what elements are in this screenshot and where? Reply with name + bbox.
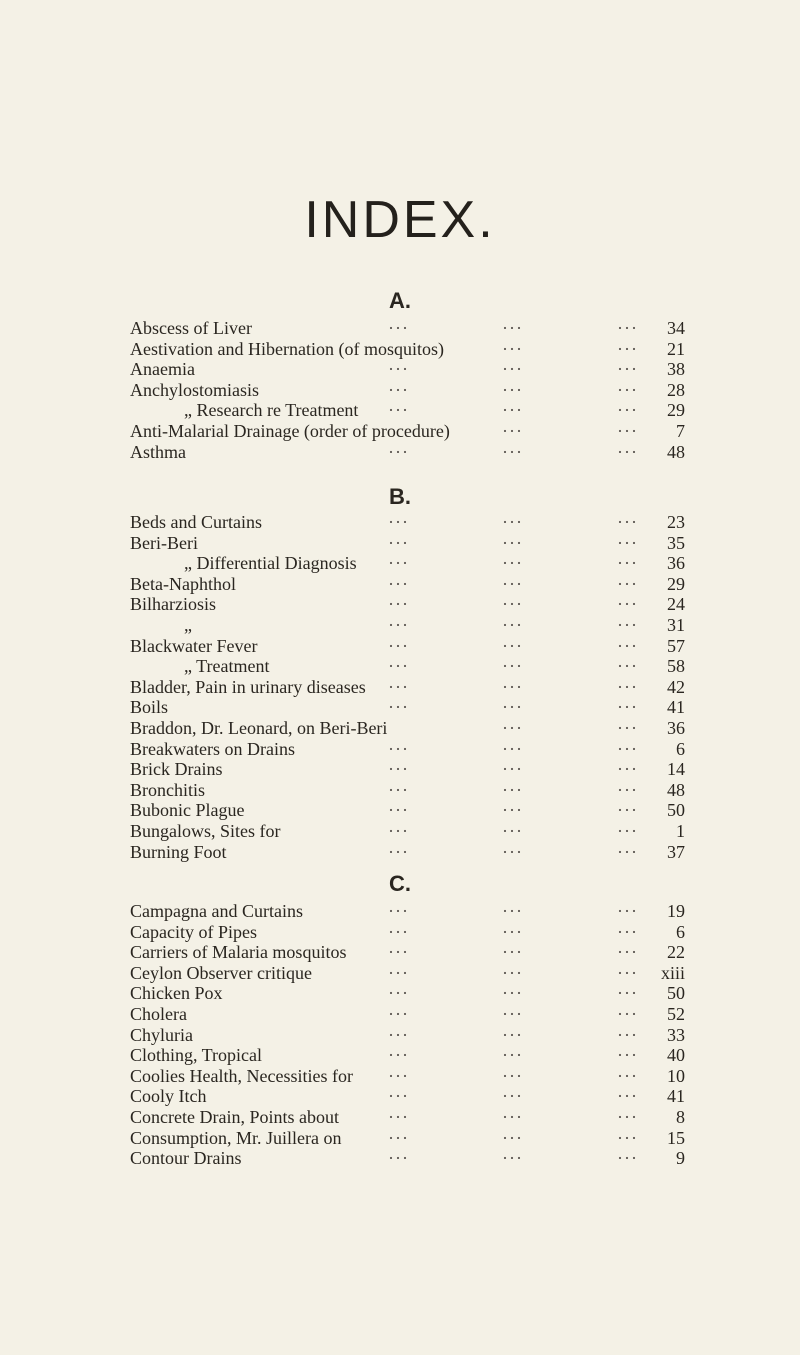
index-entry <box>130 739 685 760</box>
leader-dots: ··· <box>502 759 523 780</box>
entry-label: Campagna and Curtains <box>130 901 303 921</box>
entry-page-number: 10 <box>667 1065 685 1086</box>
entry-label: Consumption, Mr. Juillera on <box>130 1127 342 1148</box>
entry-label: Beri-Beri <box>130 532 198 553</box>
leader-dots: ··· <box>617 1003 638 1024</box>
entry-label: „ <box>184 614 192 635</box>
index-entry <box>130 636 685 657</box>
leader-dots: ··· <box>617 614 638 635</box>
leader-dots: ··· <box>502 512 523 532</box>
leader-dots: ··· <box>502 1045 523 1066</box>
index-entry <box>130 359 685 380</box>
index-entry <box>130 594 685 615</box>
leader-dots: ··· <box>502 697 523 718</box>
index-entry <box>130 442 685 463</box>
index-entry <box>130 922 685 943</box>
leader-dots: ··· <box>388 1045 409 1066</box>
entry-page-number: 35 <box>667 532 685 553</box>
leader-dots: ··· <box>388 553 409 574</box>
leader-dots: ··· <box>502 553 523 574</box>
leader-dots: ··· <box>502 1148 523 1169</box>
leader-dots: ··· <box>617 573 638 594</box>
leader-dots: ··· <box>502 738 523 759</box>
leader-dots: ··· <box>502 441 523 462</box>
leader-dots: ··· <box>617 921 638 942</box>
entry-label: „ Research re Treatment <box>184 400 359 421</box>
entry-label: Bubonic Plague <box>130 800 245 821</box>
leader-dots: ··· <box>617 656 638 677</box>
leader-dots: ··· <box>388 800 409 821</box>
entry-label: Bungalows, Sites for <box>130 820 281 841</box>
leader-dots: ··· <box>388 614 409 635</box>
leader-dots: ··· <box>617 512 638 532</box>
index-entry <box>130 656 685 677</box>
leader-dots: ··· <box>388 759 409 780</box>
entry-page-number: 52 <box>667 1003 685 1024</box>
leader-dots: ··· <box>502 594 523 615</box>
entry-page-number: 48 <box>667 779 685 800</box>
entry-label: Anchylostomiasis <box>130 379 259 400</box>
leader-dots: ··· <box>502 420 523 441</box>
index-entry <box>130 1004 685 1025</box>
leader-dots: ··· <box>388 1127 409 1148</box>
leader-dots: ··· <box>388 921 409 942</box>
index-entry <box>130 718 685 739</box>
entry-page-number: 40 <box>667 1045 685 1066</box>
index-entry <box>130 780 685 801</box>
entry-label: Ceylon Observer critique <box>130 962 312 983</box>
index-entry <box>130 615 685 636</box>
leader-dots: ··· <box>617 1045 638 1066</box>
index-entry <box>130 553 685 574</box>
leader-dots: ··· <box>617 1148 638 1169</box>
entry-page-number: 57 <box>667 635 685 656</box>
entry-page-number: 24 <box>667 594 685 615</box>
leader-dots: ··· <box>617 841 638 862</box>
entry-label: Chyluria <box>130 1024 193 1045</box>
leader-dots: ··· <box>502 901 523 921</box>
leader-dots: ··· <box>617 942 638 963</box>
entry-page-number: 37 <box>667 841 685 862</box>
entry-page-number: 29 <box>667 573 685 594</box>
index-entry <box>130 512 685 533</box>
entry-page-number: 58 <box>667 656 685 677</box>
entry-page-number: 33 <box>667 1024 685 1045</box>
leader-dots: ··· <box>388 841 409 862</box>
entry-page-number: 50 <box>667 800 685 821</box>
leader-dots: ··· <box>502 635 523 656</box>
leader-dots: ··· <box>617 635 638 656</box>
entry-page-number: 23 <box>667 512 685 532</box>
leader-dots: ··· <box>502 656 523 677</box>
leader-dots: ··· <box>502 1106 523 1127</box>
section-heading-b: B. <box>389 484 411 509</box>
entry-page-number: xiii <box>660 962 685 983</box>
entry-label: „ Differential Diagnosis <box>184 553 357 574</box>
entry-page-number: 36 <box>667 717 685 738</box>
leader-dots: ··· <box>617 338 638 359</box>
index-entry <box>130 942 685 963</box>
leader-dots: ··· <box>502 318 523 338</box>
leader-dots: ··· <box>617 697 638 718</box>
entry-label: Abscess of Liver <box>130 318 252 338</box>
index-entry <box>130 759 685 780</box>
leader-dots: ··· <box>617 901 638 921</box>
leader-dots: ··· <box>388 1086 409 1107</box>
index-entry <box>130 677 685 698</box>
leader-dots: ··· <box>388 318 409 338</box>
leader-dots: ··· <box>502 1024 523 1045</box>
entry-page-number: 22 <box>667 942 685 963</box>
entry-label: Anti-Malarial Drainage (order of procedure) <box>130 420 450 441</box>
index-entry <box>130 1148 685 1169</box>
entry-label: Concrete Drain, Points about <box>130 1106 339 1127</box>
entry-page-number: 21 <box>667 338 685 359</box>
leader-dots: ··· <box>617 532 638 553</box>
leader-dots: ··· <box>502 942 523 963</box>
entry-page-number: 34 <box>667 318 685 338</box>
leader-dots: ··· <box>617 318 638 338</box>
index-entry <box>130 842 685 863</box>
leader-dots: ··· <box>388 820 409 841</box>
leader-dots: ··· <box>617 820 638 841</box>
section-b-entries <box>130 512 685 862</box>
entry-label: Beds and Curtains <box>130 512 262 532</box>
leader-dots: ··· <box>388 1003 409 1024</box>
leader-dots: ··· <box>388 738 409 759</box>
leader-dots: ··· <box>388 1106 409 1127</box>
leader-dots: ··· <box>388 676 409 697</box>
entry-page-number: 41 <box>667 697 685 718</box>
entry-page-number: 48 <box>667 441 685 462</box>
leader-dots: ··· <box>388 656 409 677</box>
leader-dots: ··· <box>617 962 638 983</box>
entry-page-number: 38 <box>667 359 685 380</box>
index-entry <box>130 400 685 421</box>
leader-dots: ··· <box>617 1127 638 1148</box>
entry-page-number: 1 <box>676 820 685 841</box>
leader-dots: ··· <box>502 1003 523 1024</box>
index-entry <box>130 901 685 922</box>
leader-dots: ··· <box>388 635 409 656</box>
index-entry <box>130 1107 685 1128</box>
leader-dots: ··· <box>617 1024 638 1045</box>
leader-dots: ··· <box>388 594 409 615</box>
index-entry <box>130 963 685 984</box>
entry-label: Beta-Naphthol <box>130 573 236 594</box>
leader-dots: ··· <box>502 1127 523 1148</box>
leader-dots: ··· <box>617 400 638 421</box>
leader-dots: ··· <box>617 759 638 780</box>
index-entry <box>130 318 685 339</box>
entry-label: Breakwaters on Drains <box>130 738 295 759</box>
index-entry <box>130 533 685 554</box>
entry-label: Aestivation and Hibernation (of mosquitos) <box>130 338 444 359</box>
entry-page-number: 15 <box>667 1127 685 1148</box>
entry-label: Bilharziosis <box>130 594 216 615</box>
entry-label: Braddon, Dr. Leonard, on Beri-Beri <box>130 717 388 738</box>
entry-label: Cholera <box>130 1003 187 1024</box>
leader-dots: ··· <box>502 1065 523 1086</box>
index-entry <box>130 1025 685 1046</box>
entry-label: Blackwater Fever <box>130 635 258 656</box>
leader-dots: ··· <box>388 962 409 983</box>
index-entry <box>130 821 685 842</box>
entry-page-number: 6 <box>676 921 685 942</box>
index-entry <box>130 421 685 442</box>
index-entry <box>130 1045 685 1066</box>
entry-label: Clothing, Tropical <box>130 1045 263 1066</box>
index-entry <box>130 800 685 821</box>
entry-page-number: 50 <box>667 983 685 1004</box>
leader-dots: ··· <box>617 717 638 738</box>
index-entry <box>130 339 685 360</box>
leader-dots: ··· <box>502 338 523 359</box>
leader-dots: ··· <box>617 738 638 759</box>
entry-label: Bladder, Pain in urinary diseases <box>130 676 366 697</box>
leader-dots: ··· <box>617 676 638 697</box>
index-entry <box>130 1128 685 1149</box>
index-entry <box>130 1086 685 1107</box>
leader-dots: ··· <box>388 441 409 462</box>
leader-dots: ··· <box>502 359 523 380</box>
index-entry <box>130 380 685 401</box>
leader-dots: ··· <box>617 1086 638 1107</box>
leader-dots: ··· <box>502 1086 523 1107</box>
leader-dots: ··· <box>502 800 523 821</box>
leader-dots: ··· <box>502 614 523 635</box>
leader-dots: ··· <box>388 901 409 921</box>
entry-page-number: 29 <box>667 400 685 421</box>
leader-dots: ··· <box>388 697 409 718</box>
index-entry <box>130 983 685 1004</box>
leader-dots: ··· <box>502 983 523 1004</box>
index-entry <box>130 574 685 595</box>
leader-dots: ··· <box>502 841 523 862</box>
leader-dots: ··· <box>617 420 638 441</box>
entry-page-number: 19 <box>667 901 685 921</box>
entry-label: Cooly Itch <box>130 1086 207 1107</box>
entry-label: „ Treatment <box>184 656 270 677</box>
entry-page-number: 8 <box>676 1106 685 1127</box>
leader-dots: ··· <box>388 532 409 553</box>
entry-page-number: 6 <box>676 738 685 759</box>
entry-label: Anaemia <box>130 359 195 380</box>
entry-label: Contour Drains <box>130 1148 242 1169</box>
section-a-entries <box>130 318 685 462</box>
leader-dots: ··· <box>388 1065 409 1086</box>
leader-dots: ··· <box>502 921 523 942</box>
leader-dots: ··· <box>388 942 409 963</box>
entry-label: Chicken Pox <box>130 983 223 1004</box>
leader-dots: ··· <box>388 1148 409 1169</box>
leader-dots: ··· <box>617 1106 638 1127</box>
entry-label: Bronchitis <box>130 779 205 800</box>
leader-dots: ··· <box>617 779 638 800</box>
entry-page-number: 14 <box>667 759 685 780</box>
section-heading-c: C. <box>389 871 411 896</box>
leader-dots: ··· <box>388 779 409 800</box>
leader-dots: ··· <box>617 379 638 400</box>
page-title: INDEX. <box>304 191 496 249</box>
section-c-entries <box>130 901 685 1169</box>
leader-dots: ··· <box>388 379 409 400</box>
entry-page-number: 28 <box>667 379 685 400</box>
leader-dots: ··· <box>388 983 409 1004</box>
index-entry <box>130 1066 685 1087</box>
entry-page-number: 7 <box>676 420 685 441</box>
entry-page-number: 31 <box>667 614 685 635</box>
leader-dots: ··· <box>617 1065 638 1086</box>
leader-dots: ··· <box>388 573 409 594</box>
leader-dots: ··· <box>388 1024 409 1045</box>
entry-label: Brick Drains <box>130 759 223 780</box>
leader-dots: ··· <box>617 441 638 462</box>
leader-dots: ··· <box>617 553 638 574</box>
leader-dots: ··· <box>502 676 523 697</box>
entry-label: Coolies Health, Necessities for <box>130 1065 353 1086</box>
leader-dots: ··· <box>617 983 638 1004</box>
leader-dots: ··· <box>502 532 523 553</box>
leader-dots: ··· <box>617 800 638 821</box>
leader-dots: ··· <box>502 573 523 594</box>
leader-dots: ··· <box>617 359 638 380</box>
leader-dots: ··· <box>502 379 523 400</box>
entry-page-number: 41 <box>667 1086 685 1107</box>
entry-label: Boils <box>130 697 169 718</box>
leader-dots: ··· <box>388 359 409 380</box>
section-heading-a: A. <box>389 288 411 313</box>
entry-label: Burning Foot <box>130 841 227 862</box>
leader-dots: ··· <box>617 594 638 615</box>
leader-dots: ··· <box>502 779 523 800</box>
leader-dots: ··· <box>502 962 523 983</box>
leader-dots: ··· <box>502 400 523 421</box>
entry-label: Carriers of Malaria mosquitos <box>130 942 347 963</box>
entry-label: Asthma <box>130 441 186 462</box>
entry-page-number: 9 <box>676 1148 685 1169</box>
leader-dots: ··· <box>502 820 523 841</box>
leader-dots: ··· <box>388 512 409 532</box>
entry-page-number: 36 <box>667 553 685 574</box>
entry-page-number: 42 <box>667 676 685 697</box>
entry-label: Capacity of Pipes <box>130 921 257 942</box>
index-entry <box>130 697 685 718</box>
leader-dots: ··· <box>388 400 409 421</box>
leader-dots: ··· <box>502 717 523 738</box>
